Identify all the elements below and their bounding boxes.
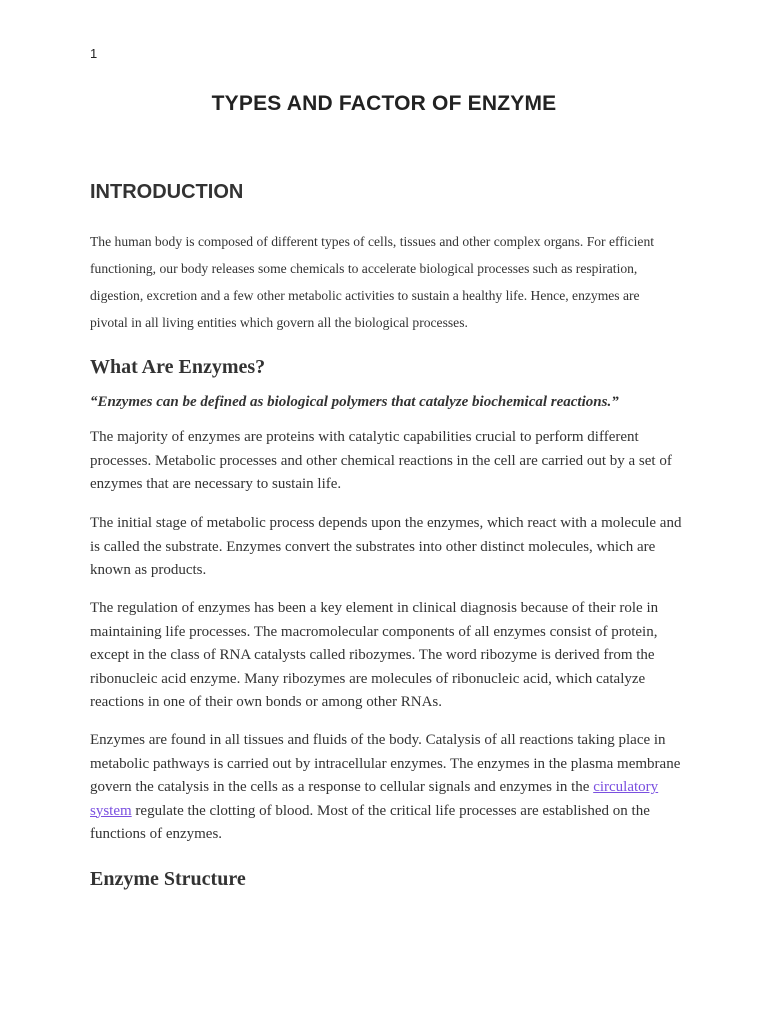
- introduction-heading: INTRODUCTION: [90, 181, 244, 203]
- what-are-enzymes-heading: What Are Enzymes?: [90, 356, 266, 378]
- document-title: TYPES AND FACTOR OF ENZYME: [211, 92, 557, 115]
- paragraph-substrate: The initial stage of metabolic process depends upon the enzymes, which react with a molecule and is called the substrate. Enzymes convert the substrates into other distinct molecules, which are known as products.: [90, 515, 682, 578]
- paragraph-enzymes-in-tissues: [90, 729, 682, 847]
- circulatory-system-link[interactable]: circulatory system: [90, 779, 659, 819]
- paragraph-text-before-link: Enzymes are found in all tissues and fluids of the body. Catalysis of all reactions taking place in metabolic pathways is carried out by intracellular enzymes. The enzymes in the plasma membrane govern the catalysis in the cells as a response to cellular signals and enzymes in the: [90, 732, 681, 795]
- introduction-paragraph: The human body is composed of different types of cells, tissues and other complex organs. For efficient functioning, our body releases some chemicals to accelerate biological processes such as respiration, digestion, excretion and a few other metabolic activities to sustain a healthy life. Hence, enzymes are pivotal in all living entities which govern all the biological processes.: [90, 234, 655, 330]
- paragraph-catalytic-proteins: The majority of enzymes are proteins with catalytic capabilities crucial to perform different processes. Metabolic processes and other chemical reactions in the cell are carried out by a set of enzymes that are necessary to sustain life.: [90, 429, 672, 492]
- enzyme-structure-heading: Enzyme Structure: [90, 868, 246, 890]
- paragraph-text-after-link: regulate the clotting of blood. Most of the critical life processes are established on the functions of enzymes.: [90, 802, 650, 842]
- page-number: 1: [90, 46, 98, 61]
- paragraph-regulation: The regulation of enzymes has been a key element in clinical diagnosis because of their role in maintaining life processes. The macromolecular components of all enzymes consist of protein, except in the class of RNA catalysts called ribozymes. The word ribozyme is derived from the ribonucleic acid enzyme. Many ribozymes are molecules of ribonucleic acid, which catalyze reactions in one of their own bonds or among other RNAs.: [90, 600, 659, 710]
- enzyme-definition: “Enzymes can be defined as biological polymers that catalyze biochemical reactions.”: [90, 394, 619, 410]
